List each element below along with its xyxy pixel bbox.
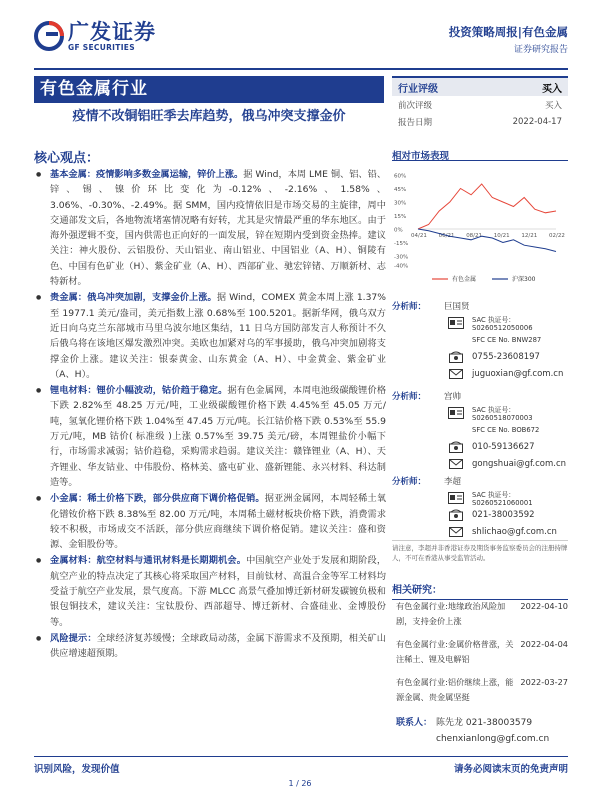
analyst-block-1 (392, 297, 568, 382)
logo-chinese: 广发证券 (68, 19, 156, 44)
report-type: 投资策略周报|有色金属 (448, 25, 568, 39)
headline: 疫情不改铜铝旺季去库趋势，俄乌冲突支撑金价 (72, 109, 346, 124)
page-header (0, 0, 600, 68)
gf-logo (34, 20, 156, 52)
related-item[interactable] (396, 599, 568, 629)
related-item-title[interactable]: 有色金属行业:金属价格普涨，关注稀土、锂及电解铝 (396, 639, 514, 664)
phone-icon (444, 351, 468, 363)
disclaimer-note: 请注意，李超并非香港证券及期货事务监察委员会的注册持牌人，不可在香港从事受监管活动。 (392, 540, 568, 563)
analyst-sac: SAC 执证号：S0260512050006 (472, 315, 533, 332)
bullet-body: 据亚洲金属网，本周轻稀土氧化镨钕价格下跌 8.38%至 82.00 万元/吨，本周稀土磁材板块价格下跌，消费需求较不积极，市场成交不活跃，部分供应商继续下调价格促销。建议关注：盛和资源、金钼股份等。 (50, 493, 387, 551)
legend-label-csi300: 沪深300 (512, 276, 536, 283)
analyst-phone: 0755-23608197 (472, 351, 540, 362)
analyst-phone: 021-38003592 (472, 509, 535, 520)
rating-box (392, 76, 568, 130)
id-card-icon (444, 492, 468, 504)
y-tick-label: 15% (394, 214, 407, 220)
related-item[interactable] (396, 637, 568, 667)
report-date-label: 报告日期 (398, 117, 433, 128)
bullet-body: 据 Wind，本周 LME 铜、铝、铅、锌、锡、镍价环比变化为-0.12%、-2.16%、1.58%、3.06%、-0.30%、-2.49%。据 SMM，国内疫情依旧是市场交易的主旋律，周中交通部发文后，各地物流堵塞情况略有好转，尤其是灾情最严重的华东地区。由于海外强逻辑不变，国内供需也正向好的一面发展，锌在短期内受到资金热捧。建议关注：神火股份、云铝股份、天山铝业、南山铝业、中国铝业（A、H）、铜陵有色、中国有色矿业（H）、紫金矿业（A、H）、西部矿业、驰宏锌锗、万顺新材、志特新材。 (50, 169, 387, 288)
y-tick-label: 30% (394, 200, 407, 207)
analyst-block-2 (392, 387, 568, 472)
bullet-head: 金属材料：航空材料与通讯材料是长期期机会。 (50, 555, 247, 567)
phone-icon (444, 509, 468, 521)
analyst-sac: SAC 执证号：S0260518070003 (472, 405, 533, 422)
x-tick-label: 08/21 (466, 233, 483, 239)
related-item-title[interactable]: 有色金属行业:地缘政治风险加剧，支持金价上涨 (396, 601, 506, 626)
analyst-phone: 010-59136627 (472, 441, 535, 452)
footer-divider (34, 756, 568, 757)
prev-rating-label: 前次评级 (398, 100, 433, 111)
bullet-body: 据有色金属网，本周电池级碳酸锂价格下跌 2.82%至 48.25 万元/吨，工业级碳酸锂价格下跌 4.45%至 45.05 万元/吨，氢氧化锂价格下跌 1.04%至 47.45 万元/吨。长江钴价格下跌 0.53%至 55.9 万元/吨，MB 钴价( 标准级 )上涨 0.57%至 39.75 美元/磅，本周锂盐价小幅下行，市场需求减弱；钴价趋稳，采购需求趋弱。建议关注：赣锋锂业（A、H）、天齐锂业、华友钴业、中伟股份、格林美、盛屯矿业、盛新锂能、永兴材料、科达制造等。 (50, 385, 387, 488)
bullet-body: 据 Wind，COMEX 黄金本周上涨 1.37%至 1977.1 美元/盎司，美元指数上涨 0.68%至 100.5201。据新华网，俄乌双方近日向乌克兰东部城市马里乌波尔地区集结，11 日乌方国防部发言人称预计不久后俄乌将在该地区爆发激烈冲突。美欧也加紧对乌的军事援助，俄乌冲突加剧将支撑金价上涨。建议关注：银泰黄金、山东黄金（A、H）、中金黄金、紫金矿业（A、H）。 (50, 292, 387, 380)
x-tick-label: 02/22 (549, 233, 565, 239)
analyst-label: 分析师： (392, 476, 427, 487)
related-item-date: 2022-03-27 (520, 677, 568, 687)
logo-english: GF SECURITIES (68, 42, 135, 52)
bullet-head: 贵金属：俄乌冲突加剧，支撑金价上涨。 (50, 292, 217, 304)
email-icon (444, 527, 468, 537)
y-tick-label: 0% (394, 227, 403, 234)
analyst-label: 分析师： (392, 391, 427, 402)
report-date-value: 2022-04-17 (512, 116, 562, 127)
bullet-lithium-materials (36, 383, 386, 490)
related-item-date: 2022-04-04 (520, 639, 568, 649)
legend-label-nonferrous: 有色金属 (452, 276, 477, 283)
x-tick-label: 04/21 (411, 233, 427, 239)
bullet-base-metals (36, 167, 386, 289)
related-item[interactable] (396, 675, 568, 705)
bullet-head: 小金属：稀土价格下跌，部分供应商下调价格促销。 (50, 493, 265, 505)
analyst-name: 巨国贤 (444, 301, 470, 312)
bullet-head: 基本金属：疫情影响多数金属运输，锌价上涨。 (50, 169, 244, 180)
analyst-name: 宫帅 (444, 391, 462, 402)
header-divider (34, 68, 568, 70)
id-card-icon (444, 407, 468, 419)
contact-block (396, 715, 568, 747)
email-icon (444, 369, 468, 379)
analyst-email[interactable]: gongshuai@gf.com.cn (472, 458, 567, 469)
phone-icon (444, 441, 468, 453)
series-line-nonferrous (418, 184, 556, 229)
page-number: 1 / 26 (288, 779, 312, 788)
prev-rating-value: 买入 (544, 100, 562, 111)
footer-slogan: 识别风险，发现价值 (34, 764, 120, 775)
analyst-sfc: SFC CE No. BNW287 (472, 335, 542, 344)
chart-title: 相对市场表现 (392, 151, 450, 162)
y-tick-label: -40% (394, 263, 409, 270)
id-card-icon (444, 317, 468, 329)
analyst-email[interactable]: shlichao@gf.com.cn (472, 526, 557, 537)
x-tick-label: 12/21 (521, 233, 538, 239)
analyst-email[interactable]: juguoxian@gf.com.cn (472, 368, 564, 379)
email-icon (444, 459, 468, 469)
related-item-date: 2022-04-10 (520, 601, 568, 611)
bullet-head: 风险提示： (50, 632, 97, 644)
chart-svg (392, 169, 568, 287)
bullet-minor-metals (36, 491, 386, 552)
report-subtitle: 证券研究报告 (513, 45, 568, 55)
core-views-title: 核心观点： (34, 151, 100, 166)
page-title: 有色金属行业 (34, 76, 384, 103)
analyst-sac: SAC 执证号：S0260521060001 (472, 490, 533, 507)
related-research-title: 相关研究： (392, 581, 568, 600)
core-views-list (36, 167, 386, 663)
analyst-block-3 (392, 472, 568, 540)
y-tick-label: -30% (394, 254, 409, 261)
x-tick-label: 10/21 (493, 233, 510, 239)
y-tick-label: 60% (394, 173, 407, 180)
bullet-risk (36, 631, 386, 662)
relative-performance-chart (392, 160, 568, 288)
bullet-head: 锂电材料：锂价小幅波动，钴价趋于稳定。 (50, 385, 228, 397)
related-research-list (396, 599, 568, 713)
y-tick-label: 45% (394, 187, 407, 193)
related-item-title[interactable]: 有色金属行业:铝价继续上涨，能源金属、贵金属坚挺 (396, 677, 514, 702)
rating-label: 行业评级 (398, 83, 438, 95)
contact-email[interactable]: chenxianlong@gf.com.cn (436, 734, 550, 744)
gf-logo-icon (34, 21, 64, 51)
rating-value: 买入 (542, 83, 562, 95)
contact-name-phone: 陈先龙 021-38003579 (436, 718, 533, 728)
footer-disclaimer-link[interactable]: 请务必阅读末页的免责声明 (453, 764, 568, 775)
bullet-body: 全球经济复苏缓慢；全球政局动荡，金属下游需求不及预期，相关矿山供应增速超预期。 (50, 632, 386, 660)
y-tick-label: -15% (394, 241, 409, 247)
analyst-sfc: SFC CE No. BOB672 (472, 425, 540, 434)
contact-label: 联系人： (396, 718, 433, 728)
bullet-precious-metals (36, 290, 386, 382)
analyst-name: 李超 (444, 476, 462, 487)
bullet-body: 中国航空产业处于发展和期阶段，航空产业的特点决定了其核心将采取国产材料，目前钛材、高温合金等军工材料均受益于航空产业发展，景气度高。下游 MLCC 高景气叠加博迁新材研发碳镀负极和银包铜技术，建议关注：宝钛股份、西部超导、博迁新材、合盛硅业、金博股份等。 (50, 555, 387, 628)
analyst-label: 分析师： (392, 301, 427, 312)
x-tick-label: 06/21 (438, 233, 455, 239)
bullet-metal-materials (36, 553, 386, 629)
